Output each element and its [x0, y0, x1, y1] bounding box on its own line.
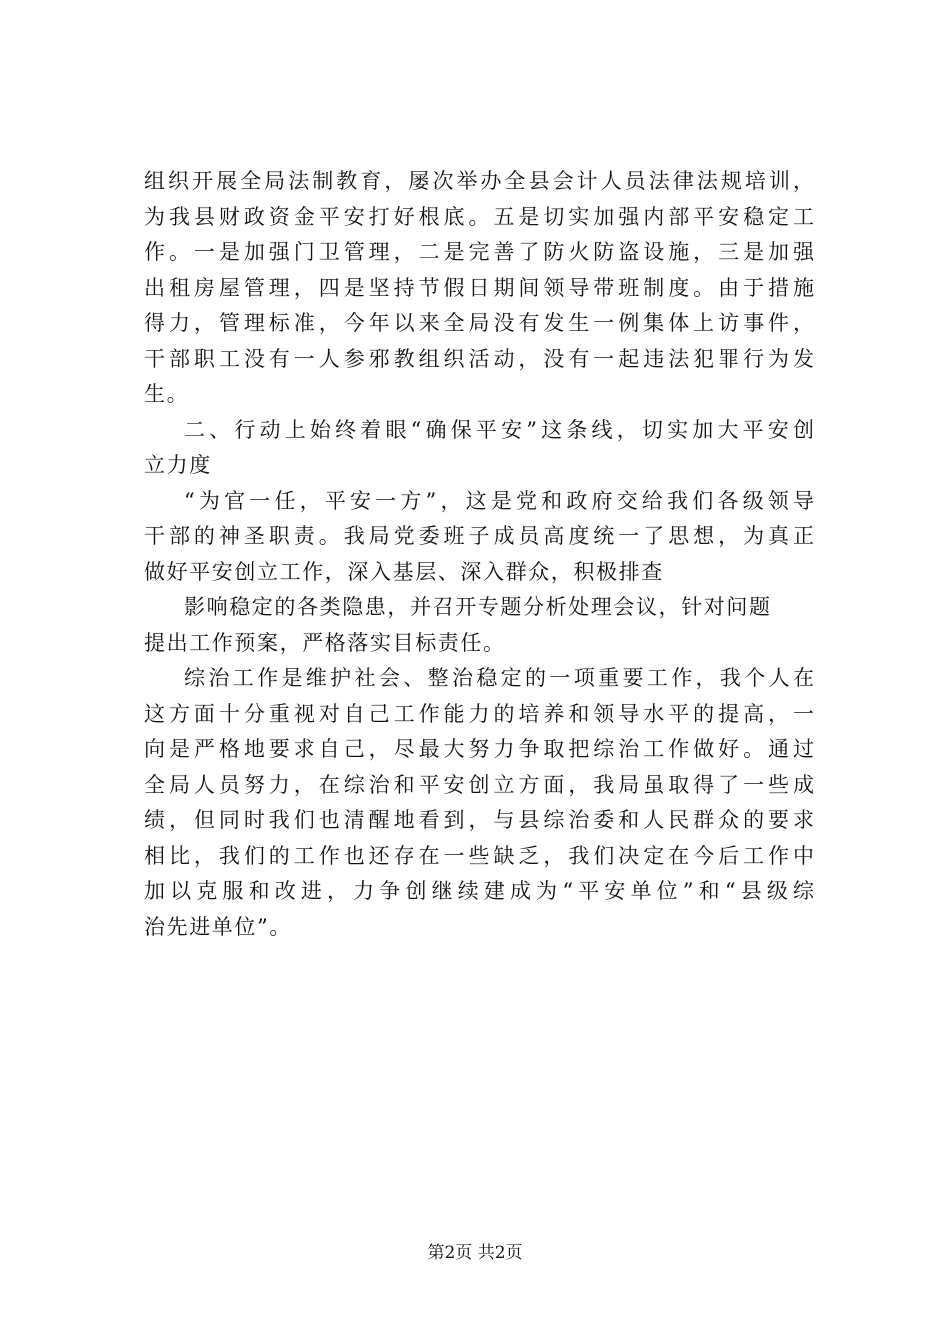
text-line: 作。一是加强门卫管理，二是完善了防火防盗设施，三是加强 [144, 240, 814, 264]
text-line: 为我县财政资金平安打好根底。五是切实加强内部平安稳定工 [144, 204, 814, 229]
text-line: 全局人员努力，在综治和平安创立方面，我局虽取得了一些成 [144, 772, 814, 797]
text-line: 提出工作预案，严格落实目标责任。 [144, 630, 506, 655]
text-line: 相比，我们的工作也还存在一些缺乏，我们决定在今后工作中 [144, 843, 814, 868]
section-heading: 二、行动上始终着眼“确保平安”这条线，切实加大平安创 [184, 417, 814, 442]
text-line: 出租房屋管理，四是坚持节假日期间领导带班制度。由于措施 [144, 275, 814, 300]
text-line: 组织开展全局法制教育，屡次举办全县会计人员法律法规培训， [144, 169, 814, 193]
text-line: 做好平安创立工作，深入基层、深入群众，积极排查 [144, 559, 664, 584]
page-number-footer: 第2页 共2页 [427, 1243, 523, 1263]
text-line: 干部的神圣职责。我局党委班子成员高度统一了思想，为真正 [144, 524, 814, 548]
text-line: 加以克服和改进，力争创继续建成为“平安单位”和“县级综 [144, 879, 814, 903]
text-line: “为官一任，平安一方”，这是党和政府交给我们各级领导 [184, 488, 814, 513]
text-line: 干部职工没有一人参邪教组织活动，没有一起违法犯罪行为发 [144, 346, 814, 371]
text-line: 这方面十分重视对自己工作能力的培养和领导水平的提高，一 [144, 701, 814, 726]
document-body [144, 164, 814, 945]
text-line: 生。 [144, 382, 190, 406]
text-line: 向是严格地要求自己，尽最大努力争取把综治工作做好。通过 [144, 737, 814, 761]
text-line: 治先进单位”。 [144, 914, 292, 939]
text-line: 综治工作是维护社会、整治稳定的一项重要工作，我个人在 [184, 666, 814, 690]
section-heading-continued: 立力度 [144, 453, 212, 477]
text-line: 绩，但同时我们也清醒地看到，与县综治委和人民群众的要求 [144, 808, 814, 832]
text-line: 得力，管理标准，今年以来全局没有发生一例集体上访事件， [144, 311, 814, 335]
text-line: 影响稳定的各类隐患，并召开专题分析处理会议，针对问题 [184, 595, 772, 619]
